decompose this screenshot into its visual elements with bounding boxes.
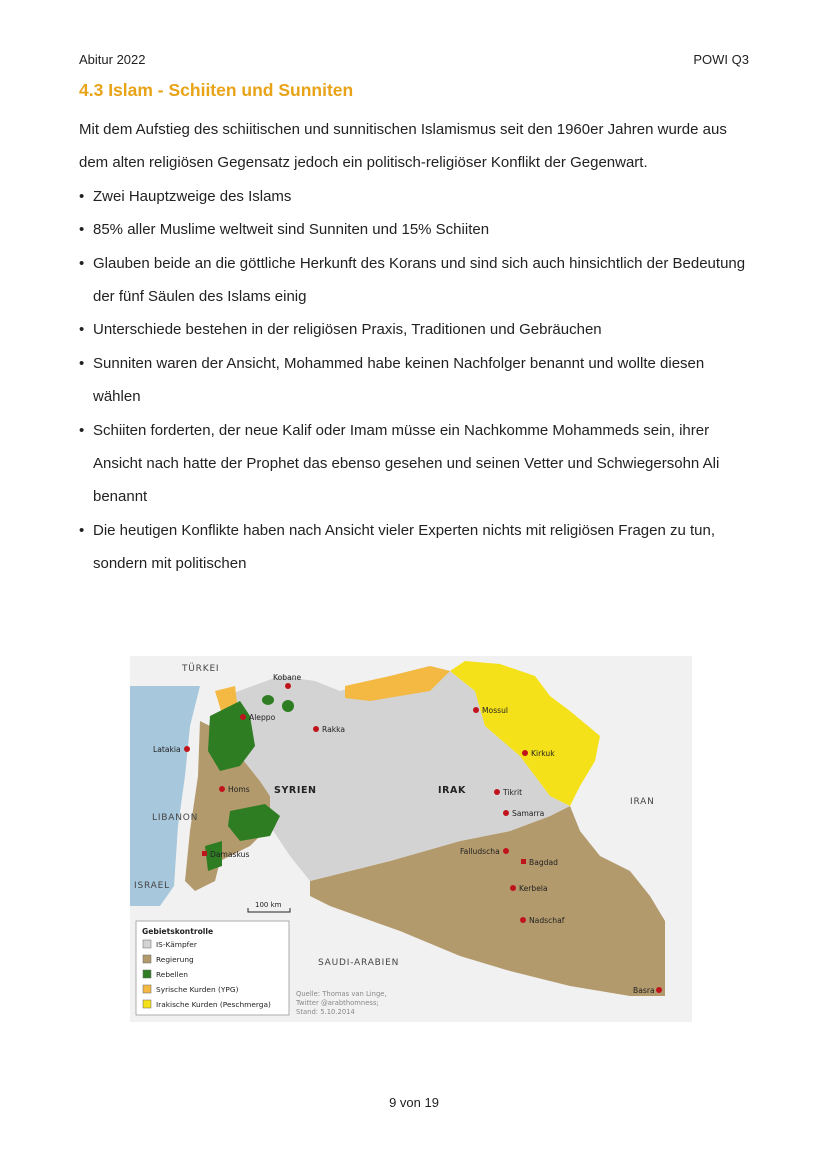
- svg-text:Mossul: Mossul: [482, 706, 509, 715]
- bullet-item: • Unterschiede bestehen in der religiösen Praxis, Traditionen und Gebräuchen: [79, 313, 749, 346]
- label-turkey: TÜRKEI: [182, 664, 220, 674]
- body-text: [79, 113, 749, 581]
- svg-text:Stand: 5.10.2014: Stand: 5.10.2014: [296, 1008, 355, 1016]
- bullet-item: • Die heutigen Konflikte haben nach Ansicht vieler Experten nichts mit religiösen Fragen zu tun, sondern mit politischen: [79, 514, 749, 581]
- label-iran: IRAN: [630, 797, 655, 807]
- svg-text:Kobane: Kobane: [273, 673, 302, 682]
- svg-text:Regierung: Regierung: [156, 955, 194, 964]
- svg-text:Bagdad: Bagdad: [529, 858, 558, 867]
- svg-text:Gebietskontrolle: Gebietskontrolle: [142, 927, 214, 936]
- svg-text:100 km: 100 km: [255, 901, 282, 909]
- label-iraq: IRAK: [438, 785, 466, 796]
- svg-text:Rebellen: Rebellen: [156, 970, 188, 979]
- page-number: 9 von 19: [389, 1095, 439, 1110]
- svg-text:Samarra: Samarra: [512, 809, 545, 818]
- svg-text:Basra: Basra: [633, 986, 655, 995]
- svg-text:Homs: Homs: [228, 785, 250, 794]
- svg-text:Latakia: Latakia: [153, 745, 181, 754]
- label-lebanon: LIBANON: [152, 813, 199, 823]
- label-saudi-arabia: SAUDI-ARABIEN: [318, 958, 400, 968]
- bullet-item: • Glauben beide an die göttliche Herkunft des Korans und sind sich auch hinsichtlich der Bedeutung der fünf Säulen des Islams einig: [79, 247, 749, 314]
- svg-text:Kerbela: Kerbela: [519, 884, 548, 893]
- bullet-item: • Zwei Hauptzweige des Islams: [79, 180, 749, 213]
- svg-text:Nadschaf: Nadschaf: [529, 916, 565, 925]
- map-legend: [136, 921, 289, 1015]
- svg-text:IS-Kämpfer: IS-Kämpfer: [156, 940, 197, 949]
- label-syria: SYRIEN: [274, 785, 317, 796]
- section-title: 4.3 Islam - Schiiten und Sunniten: [79, 80, 354, 100]
- header-left: Abitur 2022: [79, 52, 146, 67]
- intro-paragraph: Mit dem Aufstieg des schiitischen und sunnitischen Islamismus seit den 1960er Jahren wurde aus dem alten religiösen Gegensatz jedoch ein politisch-religiöser Konflikt der Gegenwart.: [79, 121, 727, 172]
- svg-text:Aleppo: Aleppo: [249, 713, 276, 722]
- header-right: POWI Q3: [693, 52, 749, 67]
- svg-text:Rakka: Rakka: [322, 725, 346, 734]
- label-israel: ISRAEL: [134, 881, 170, 891]
- svg-text:Tikrit: Tikrit: [503, 788, 523, 797]
- svg-text:Damaskus: Damaskus: [210, 850, 250, 859]
- svg-text:Irakische Kurden (Peschmerga): Irakische Kurden (Peschmerga): [156, 1000, 271, 1009]
- svg-text:Syrische Kurden (YPG): Syrische Kurden (YPG): [156, 985, 239, 994]
- svg-text:Falludscha: Falludscha: [460, 847, 500, 856]
- territorial-control-map: [130, 656, 692, 1022]
- svg-text:Kirkuk: Kirkuk: [531, 749, 555, 758]
- svg-text:Twitter @arabthomness;: Twitter @arabthomness;: [296, 999, 379, 1007]
- bullet-list: [79, 180, 749, 581]
- map-canvas: [130, 656, 692, 1022]
- bullet-item: • Sunniten waren der Ansicht, Mohammed habe keinen Nachfolger benannt und wollte diesen wählen: [79, 347, 749, 414]
- city-damaskus: [202, 850, 249, 859]
- svg-text:Quelle: Thomas van Linge,: Quelle: Thomas van Linge,: [296, 990, 387, 998]
- bullet-item: • Schiiten forderten, der neue Kalif oder Imam müsse ein Nachkomme Mohammeds sein, ihrer Ansicht nach hatte der Prophet das ebenso gesehen und seinen Vetter und Schwiegersohn Ali benannt: [79, 414, 749, 514]
- bullet-item: • 85% aller Muslime weltweit sind Sunniten und 15% Schiiten: [79, 213, 749, 246]
